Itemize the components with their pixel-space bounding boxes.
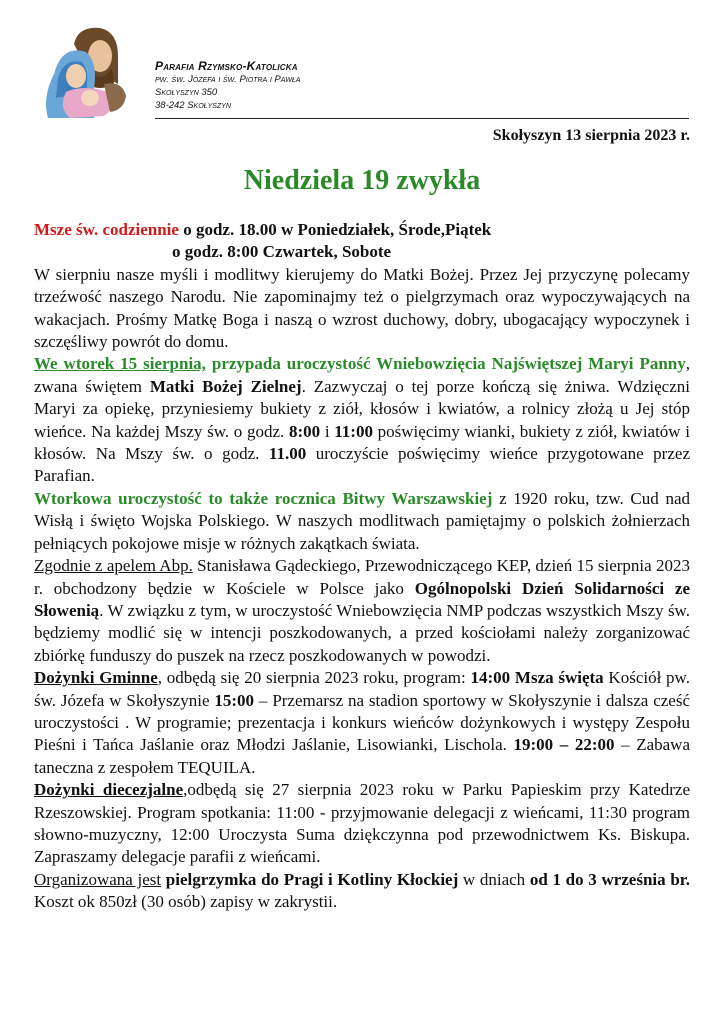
paragraph-slovenia <box>34 555 690 667</box>
harvest-diocese-heading: Dożynki diecezjalne <box>34 780 184 800</box>
parish-patrons: pw. św. Józefa i św. Piotra i Pawła <box>155 74 301 85</box>
text-span: z 1920 roku, tzw. Cud nad Wisłą i święto Wojska Polskiego. W naszych modlitwach pamiętajmy o polskich żołnierzach pełniących pokojowe misje w różnych zakątkach świata. <box>34 488 690 553</box>
text-span: Koszt ok 850zł (30 osób) zapisy w zakrystii. <box>34 892 338 912</box>
pilgrimage-dates: od 1 do 3 września br. <box>529 869 691 889</box>
parish-address: Skołyszyn 350 <box>155 87 218 98</box>
time-8: 8:00 <box>288 421 321 441</box>
text-span: uroczyście poświęcimy wieńce przygotowane przez Parafian. <box>34 444 690 486</box>
text-span: Stanisława Gądeckiego, Przewodniczącego KEP, dzień 15 sierpnia 2023 r. obchodzony będzie w Kościele w Polsce jako <box>34 556 690 598</box>
text-span: poświęcimy wianki, bukiety z ziół, kwiatów i kłosów. Na Mszy św. o godz. <box>34 421 690 464</box>
header-divider <box>155 118 689 119</box>
paragraph-battle-warsaw <box>34 488 690 555</box>
dance-time: 19:00 – 22:00 <box>513 735 615 755</box>
date-line: Skołyszyn 13 sierpnia 2023 r. <box>492 127 690 144</box>
assumption-date: We wtorek 15 sierpnia, <box>34 354 206 374</box>
text-span: , zwana świętem <box>34 354 690 396</box>
text-span: . W związku z tym, w uroczystość Wniebowzięcia NMP podczas wszystkich Mszy św. będziemy modlić się w intencji poszkodowanych, a przed kościołami należy zorganizować zbiórkę funduszy do puszek na rzecz poszkodowanych w powodzi. <box>34 600 690 665</box>
parish-postal: 38-242 Skołyszyn <box>155 100 231 111</box>
text-span: , odbędą się 20 sierpnia 2023 roku, program: <box>157 668 471 688</box>
text-span: i <box>320 421 335 441</box>
assumption-feast: przypada uroczystość Wniebowzięcia Najświętszej Maryi Panny <box>205 354 686 374</box>
masses-label: Msze św. codziennie <box>34 220 179 239</box>
paragraph-august-intentions: W sierpniu nasze myśli i modlitwy kierujemy do Matki Bożej. Przez Jej przyczynę polecamy trzeźwość naszego Narodu. Nie zapominajmy też o pielgrzymach oraz wypoczywających na wakacjach. Prośmy Matkę Boga i naszą o wzrost duchowy, dobry, ubogacający wypoczynek i szczęśliwy powrót do domu. <box>34 264 690 352</box>
feast-name: Matki Bożej Zielnej <box>149 376 302 396</box>
text-span: – Przemarsz na stadion sportowy w Skołyszynie i dalsza cześć uroczystości . W programie; prezentacja i konkurs wieńców dożynkowych i występy Zespołu Pieśni i Tańca Jaślanie oraz Młodzi Jaślanie, Lisowianki, Lischola. <box>34 690 690 755</box>
solidarity-day: Ogólnopolski Dzień Solidarności ze Słowenią <box>34 578 691 620</box>
mass-time: 14:00 Msza święta <box>470 668 604 688</box>
text-span: – Zabawa taneczna z zespołem TEQUILA. <box>34 735 690 777</box>
appeal-lead: Zgodnie z apelem Abp. <box>34 556 193 576</box>
holy-family-logo <box>34 22 144 122</box>
text-span: ,odbędą się 27 sierpnia 2023 roku w Parku Papieskim przy Katedrze Rzeszowskiej. Program spotkania: 11:00 - przyjmowanie delegacji z wieńcami, 11:30 program słowno-muzyczny, 12:00 Uroczysta Suma dziękczynna pod przewodnictwem Ks. Biskupa. Zapraszamy delegacje parafii z wieńcami. <box>34 780 690 867</box>
text-span: Kościół pw. św. Józefa w Skołyszynie <box>34 668 690 710</box>
pilgrimage-name: pielgrzymka do Pragi i Kotliny Kłockiej <box>161 869 459 889</box>
page-title: Niedziela 19 zwykła <box>243 165 481 196</box>
masses-time-2: o godz. 8:00 Czwartek, Sobote <box>172 242 392 262</box>
time-11: 11:00 <box>334 421 373 441</box>
battle-heading: Wtorkowa uroczystość to także rocznica Bitwy Warszawskiej <box>34 488 493 508</box>
text-span: w dniach <box>458 869 530 889</box>
announcements <box>34 219 690 914</box>
paragraph-harvest-commune <box>34 667 690 779</box>
masses-line-1 <box>34 219 690 241</box>
harvest-commune-heading: Dożynki Gminne <box>34 668 158 688</box>
masses-line-2 <box>34 241 690 263</box>
parish-name: Parafia Rzymsko-Katolicka <box>155 59 298 73</box>
paragraph-assumption <box>34 353 690 487</box>
pilgrimage-lead: Organizowana jest <box>34 869 162 889</box>
text-span: . Zazwyczaj o tej porze kończą się żniwa. Wdzięczni Maryi za opiekę, przyniesiemy bukiety z ziół, kłosów i kwiatów, a rolnicy złożą u Jej stóp wieńce. Na każdej Mszy św. o godz. <box>34 376 690 441</box>
paragraph-harvest-diocese <box>34 779 690 869</box>
march-time: 15:00 <box>214 690 255 710</box>
parish-header <box>155 60 300 112</box>
time-11-dot: 11.00 <box>268 444 307 464</box>
paragraph-pilgrimage <box>34 869 690 914</box>
masses-time-1: o godz. 18.00 w Poniedziałek, Środe,Piątek <box>178 220 492 239</box>
